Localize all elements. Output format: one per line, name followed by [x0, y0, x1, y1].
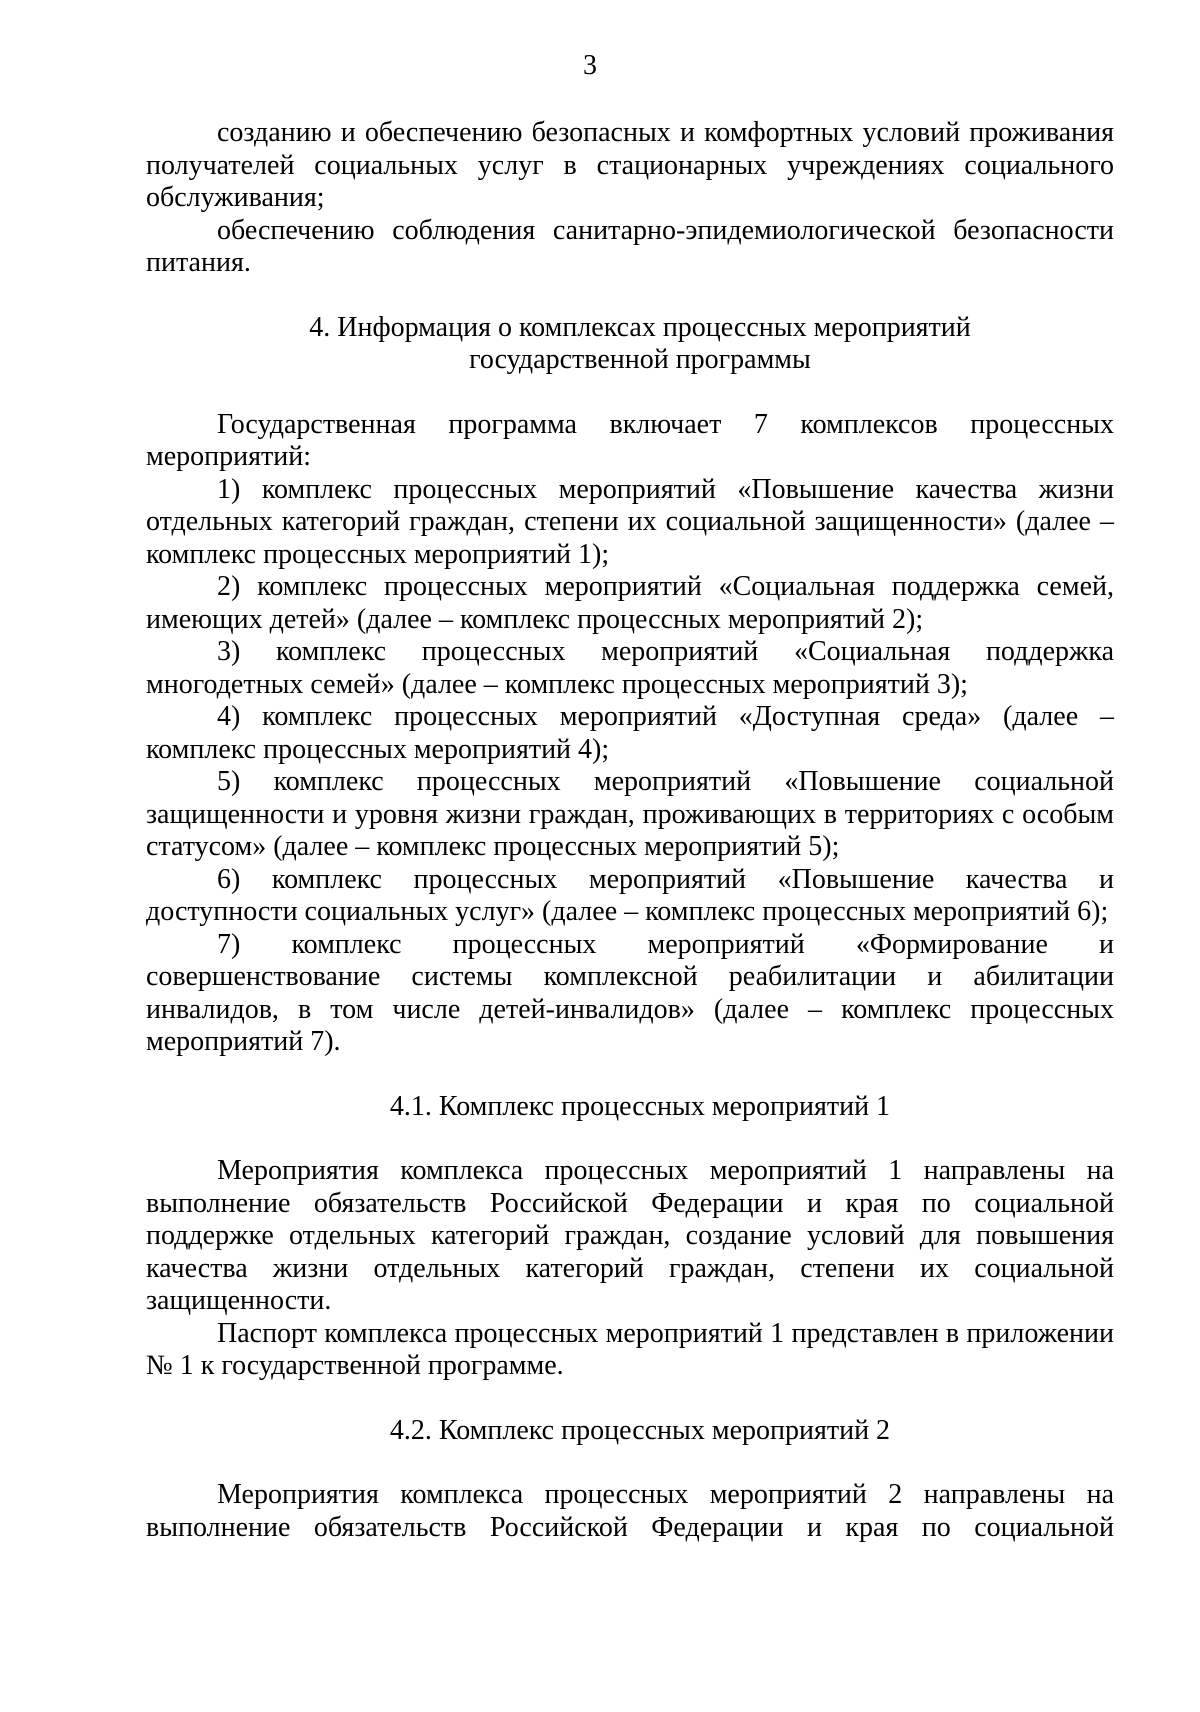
spacer — [146, 1447, 1114, 1479]
list-item-2: 2) комплекс процессных мероприятий «Социальная поддержка семей, имеющих детей» (далее – комплекс процессных мероприятий 2); — [146, 571, 1114, 635]
spacer — [146, 1383, 1114, 1415]
paragraph-living-conditions: созданию и обеспечению безопасных и комфортных условий проживания получателей социальных услуг в стационарных учреждениях социального обслуживания; — [146, 117, 1114, 213]
spacer — [146, 280, 1114, 312]
section-4-2-title: 4.2. Комплекс процессных мероприятий 2 — [389, 1414, 891, 1446]
spacer — [146, 1123, 1114, 1155]
list-item-1: 1) комплекс процессных мероприятий «Повышение качества жизни отдельных категорий граждан, степени их социальной защищенности» (далее – комплекс процессных мероприятий 1); — [146, 473, 1114, 570]
page-number: 3 — [583, 50, 597, 81]
list-item-6: 6) комплекс процессных мероприятий «Повышение качества и доступности социальных услуг» (далее – комплекс процессных мероприятий 6); — [146, 863, 1114, 927]
section-4-intro: Государственная программа включает 7 комплексов процессных мероприятий: — [146, 408, 1114, 472]
paragraph-food-safety: обеспечению соблюдения санитарно-эпидемиологической безопасности питания. — [146, 214, 1114, 278]
spacer — [146, 377, 1114, 409]
list-item-4: 4) комплекс процессных мероприятий «Доступная среда» (далее – комплекс процессных мероприятий 4); — [146, 701, 1114, 765]
list-item-3: 3) комплекс процессных мероприятий «Социальная поддержка многодетных семей» (далее – комплекс процессных мероприятий 3); — [146, 636, 1114, 700]
section-4-title-line-2: государственной программы — [469, 344, 811, 375]
spacer — [146, 1059, 1114, 1091]
section-4-1-paragraph-2: Паспорт комплекса процессных мероприятий 1 представлен в приложении № 1 к государственной программе. — [146, 1317, 1114, 1381]
document-body — [146, 117, 1114, 1544]
list-item-5: 5) комплекс процессных мероприятий «Повышение социальной защищенности и уровня жизни граждан, проживающих в территориях с особым статусом» (далее – комплекс процессных мероприятий 5); — [146, 766, 1114, 862]
section-4-1-paragraph-1: Мероприятия комплекса процессных мероприятий 1 направлены на выполнение обязательств Российской Федерации и края по социальной поддержке отдельных категорий граждан, создание условий для повышения качества жизни отдельных категорий граждан, степени их социальной защищенности. — [146, 1155, 1114, 1316]
list-item-7: 7) комплекс процессных мероприятий «Формирование и совершенствование системы комплексной реабилитации и абилитации инвалидов, в том числе детей-инвалидов» (далее – комплекс процессных мероприятий 7). — [146, 928, 1114, 1057]
section-4-2-paragraph-1: Мероприятия комплекса процессных мероприятий 2 направлены на выполнение обязательств Российской Федерации и края по социальной — [146, 1479, 1114, 1543]
section-4-title-line-1: 4. Информация о комплексах процессных мероприятий — [309, 311, 971, 343]
section-4-1-title: 4.1. Комплекс процессных мероприятий 1 — [389, 1090, 891, 1122]
